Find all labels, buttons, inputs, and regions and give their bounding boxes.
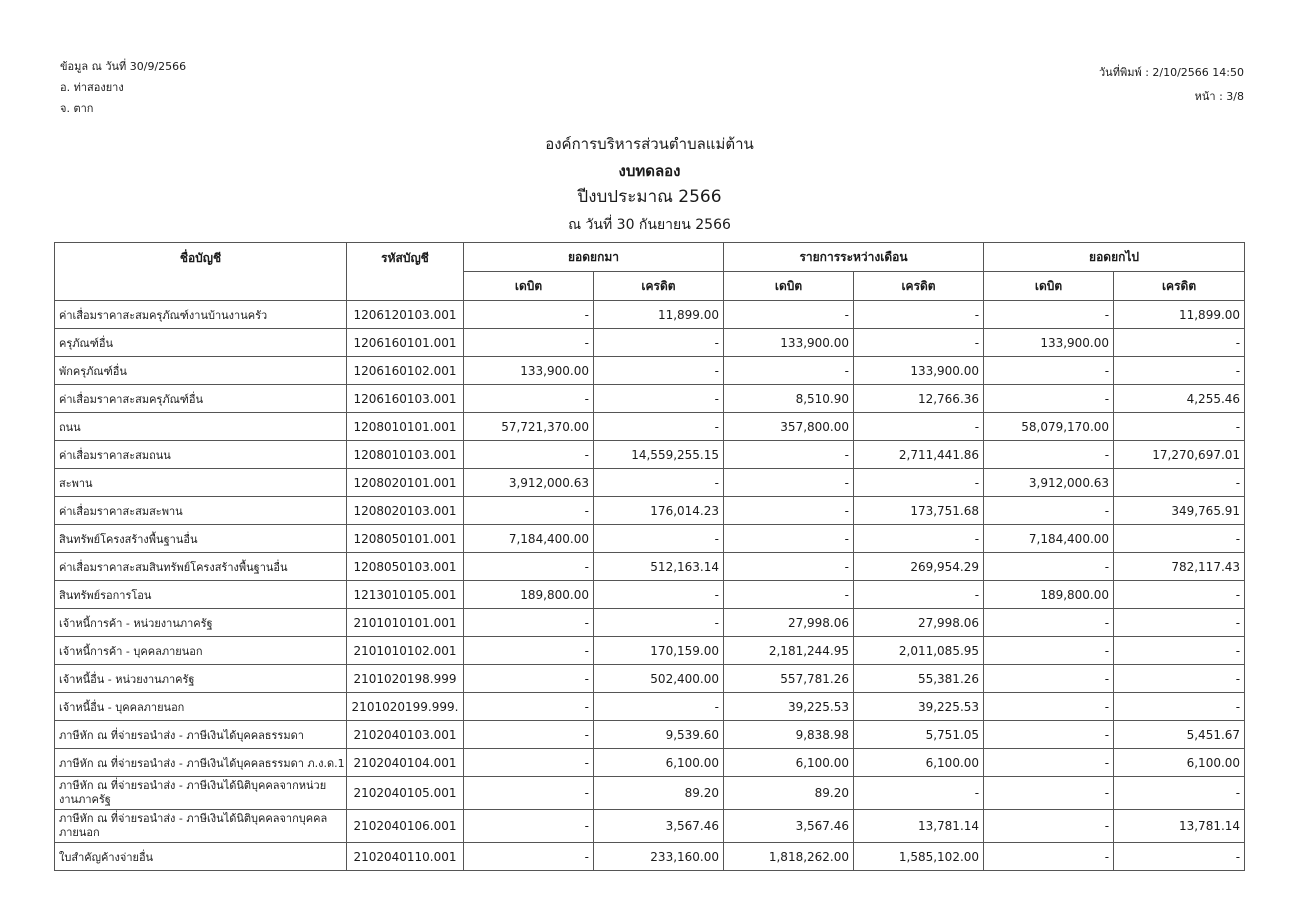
province: จ. ตาก xyxy=(60,102,94,115)
bf-credit-cell: 89.20 xyxy=(594,777,724,810)
account-code-cell: 2101010101.001 xyxy=(347,609,464,637)
account-name-cell: ใบสำคัญค้างจ่ายอื่น xyxy=(55,843,347,871)
account-code-cell: 2102040103.001 xyxy=(347,721,464,749)
print-date: วันที่พิมพ์ : 2/10/2566 14:50 xyxy=(1099,66,1244,79)
monthly-credit-cell: - xyxy=(854,777,984,810)
cf-debit-cell: - xyxy=(984,497,1114,525)
account-code-cell: 1206160101.001 xyxy=(347,329,464,357)
bf-credit-cell: - xyxy=(594,469,724,497)
monthly-credit-cell: 55,381.26 xyxy=(854,665,984,693)
bf-credit-cell: - xyxy=(594,357,724,385)
cf-credit-cell: - xyxy=(1114,637,1245,665)
account-code-cell: 1208020101.001 xyxy=(347,469,464,497)
monthly-debit-cell: 1,818,262.00 xyxy=(724,843,854,871)
bf-credit-cell: - xyxy=(594,693,724,721)
bf-debit-cell: 7,184,400.00 xyxy=(464,525,594,553)
account-name-cell: ภาษีหัก ณ ที่จ่ายรอนำส่ง - ภาษีเงินได้บุคคลธรรมดา xyxy=(55,721,347,749)
bf-credit-cell: - xyxy=(594,525,724,553)
account-name-cell: ครุภัณฑ์อื่น xyxy=(55,329,347,357)
account-code-cell: 1208050103.001 xyxy=(347,553,464,581)
report-title: งบทดลอง xyxy=(618,162,681,180)
cf-credit-cell: 13,781.14 xyxy=(1114,810,1245,843)
cf-debit-cell: - xyxy=(984,777,1114,810)
monthly-debit-cell: 3,567.46 xyxy=(724,810,854,843)
cf-debit-cell: - xyxy=(984,357,1114,385)
page-number: หน้า : 3/8 xyxy=(1194,90,1244,103)
bf-debit-cell: - xyxy=(464,693,594,721)
header-cf-debit: เดบิต xyxy=(984,272,1114,301)
table-row xyxy=(55,553,1245,581)
monthly-credit-cell: - xyxy=(854,329,984,357)
account-code-cell: 2101020199.999. xyxy=(347,693,464,721)
bf-debit-cell: - xyxy=(464,637,594,665)
account-code-cell: 1208010103.001 xyxy=(347,441,464,469)
report-meta-right xyxy=(1099,66,1244,114)
account-name-cell: ค่าเสื่อมราคาสะสมถนน xyxy=(55,441,347,469)
bf-credit-cell: 233,160.00 xyxy=(594,843,724,871)
district: อ. ท่าสองยาง xyxy=(60,81,124,94)
cf-credit-cell: - xyxy=(1114,665,1245,693)
table-row xyxy=(55,385,1245,413)
table-row xyxy=(55,810,1245,843)
fiscal-year: ปีงบประมาณ 2566 xyxy=(577,187,722,207)
monthly-debit-cell: 557,781.26 xyxy=(724,665,854,693)
bf-debit-cell: - xyxy=(464,777,594,810)
table-row xyxy=(55,413,1245,441)
bf-debit-cell: 133,900.00 xyxy=(464,357,594,385)
cf-credit-cell: 782,117.43 xyxy=(1114,553,1245,581)
account-name-cell: สะพาน xyxy=(55,469,347,497)
cf-credit-cell: 349,765.91 xyxy=(1114,497,1245,525)
account-code-cell: 1206160102.001 xyxy=(347,357,464,385)
table-row xyxy=(55,637,1245,665)
cf-credit-cell: - xyxy=(1114,357,1245,385)
report-meta-left xyxy=(60,60,186,123)
bf-credit-cell: - xyxy=(594,581,724,609)
bf-debit-cell: - xyxy=(464,441,594,469)
monthly-credit-cell: 133,900.00 xyxy=(854,357,984,385)
cf-debit-cell: - xyxy=(984,693,1114,721)
table-row xyxy=(55,469,1245,497)
table-row xyxy=(55,609,1245,637)
bf-debit-cell: - xyxy=(464,497,594,525)
cf-debit-cell: 58,079,170.00 xyxy=(984,413,1114,441)
account-name-cell: พักครุภัณฑ์อื่น xyxy=(55,357,347,385)
cf-credit-cell: - xyxy=(1114,693,1245,721)
cf-debit-cell: - xyxy=(984,553,1114,581)
bf-credit-cell: - xyxy=(594,329,724,357)
bf-credit-cell: 176,014.23 xyxy=(594,497,724,525)
cf-debit-cell: - xyxy=(984,301,1114,329)
cf-credit-cell: - xyxy=(1114,525,1245,553)
cf-debit-cell: 3,912,000.63 xyxy=(984,469,1114,497)
bf-credit-cell: 9,539.60 xyxy=(594,721,724,749)
account-name-cell: ค่าเสื่อมราคาสะสมครุภัณฑ์อื่น xyxy=(55,385,347,413)
bf-debit-cell: - xyxy=(464,843,594,871)
monthly-credit-cell: 5,751.05 xyxy=(854,721,984,749)
bf-debit-cell: - xyxy=(464,301,594,329)
header-carried-forward: ยอดยกไป xyxy=(984,243,1245,272)
cf-debit-cell: - xyxy=(984,385,1114,413)
bf-credit-cell: - xyxy=(594,413,724,441)
header-brought-forward: ยอดยกมา xyxy=(464,243,724,272)
account-code-cell: 1208050101.001 xyxy=(347,525,464,553)
monthly-credit-cell: - xyxy=(854,469,984,497)
account-name-cell: เจ้าหนี้การค้า - หน่วยงานภาครัฐ xyxy=(55,609,347,637)
bf-credit-cell: 11,899.00 xyxy=(594,301,724,329)
bf-credit-cell: - xyxy=(594,609,724,637)
monthly-credit-cell: 173,751.68 xyxy=(854,497,984,525)
monthly-credit-cell: 39,225.53 xyxy=(854,693,984,721)
account-name-cell: ถนน xyxy=(55,413,347,441)
bf-credit-cell: 502,400.00 xyxy=(594,665,724,693)
monthly-debit-cell: - xyxy=(724,301,854,329)
ledger-body xyxy=(55,301,1245,871)
cf-credit-cell: - xyxy=(1114,609,1245,637)
cf-debit-cell: 133,900.00 xyxy=(984,329,1114,357)
header-cf-credit: เครดิต xyxy=(1114,272,1245,301)
monthly-credit-cell: 1,585,102.00 xyxy=(854,843,984,871)
cf-debit-cell: 7,184,400.00 xyxy=(984,525,1114,553)
bf-debit-cell: - xyxy=(464,721,594,749)
account-code-cell: 2102040110.001 xyxy=(347,843,464,871)
monthly-debit-cell: 27,998.06 xyxy=(724,609,854,637)
table-row xyxy=(55,721,1245,749)
bf-credit-cell: 512,163.14 xyxy=(594,553,724,581)
header-monthly: รายการระหว่างเดือน xyxy=(724,243,984,272)
monthly-debit-cell: 133,900.00 xyxy=(724,329,854,357)
account-name-cell: สินทรัพย์โครงสร้างพื้นฐานอื่น xyxy=(55,525,347,553)
table-row xyxy=(55,777,1245,810)
account-code-cell: 2101020198.999 xyxy=(347,665,464,693)
header-account-name: ชื่อบัญชี xyxy=(55,243,347,301)
monthly-credit-cell: - xyxy=(854,581,984,609)
monthly-credit-cell: - xyxy=(854,525,984,553)
bf-credit-cell: - xyxy=(594,385,724,413)
monthly-debit-cell: - xyxy=(724,581,854,609)
bf-debit-cell: - xyxy=(464,609,594,637)
data-date: ข้อมูล ณ วันที่ 30/9/2566 xyxy=(60,60,187,73)
monthly-debit-cell: - xyxy=(724,469,854,497)
cf-credit-cell: - xyxy=(1114,581,1245,609)
account-code-cell: 2102040104.001 xyxy=(347,749,464,777)
bf-credit-cell: 6,100.00 xyxy=(594,749,724,777)
cf-credit-cell: 5,451.67 xyxy=(1114,721,1245,749)
account-code-cell: 1213010105.001 xyxy=(347,581,464,609)
bf-debit-cell: - xyxy=(464,553,594,581)
cf-debit-cell: - xyxy=(984,665,1114,693)
table-row xyxy=(55,357,1245,385)
table-row xyxy=(55,525,1245,553)
monthly-credit-cell: 6,100.00 xyxy=(854,749,984,777)
as-of-date: ณ วันที่ 30 กันยายน 2566 xyxy=(568,217,731,233)
monthly-debit-cell: - xyxy=(724,553,854,581)
monthly-debit-cell: 357,800.00 xyxy=(724,413,854,441)
header-monthly-credit: เครดิต xyxy=(854,272,984,301)
cf-debit-cell: - xyxy=(984,637,1114,665)
account-code-cell: 2102040106.001 xyxy=(347,810,464,843)
table-row xyxy=(55,749,1245,777)
report-titles xyxy=(0,133,1299,234)
account-name-cell: ค่าเสื่อมราคาสะสมสะพาน xyxy=(55,497,347,525)
cf-credit-cell: - xyxy=(1114,469,1245,497)
header-bf-debit: เดบิต xyxy=(464,272,594,301)
table-row xyxy=(55,441,1245,469)
account-name-cell: ค่าเสื่อมราคาสะสมครุภัณฑ์งานบ้านงานครัว xyxy=(55,301,347,329)
bf-debit-cell: 3,912,000.63 xyxy=(464,469,594,497)
cf-debit-cell: - xyxy=(984,810,1114,843)
account-name-cell: สินทรัพย์รอการโอน xyxy=(55,581,347,609)
monthly-debit-cell: 6,100.00 xyxy=(724,749,854,777)
cf-credit-cell: - xyxy=(1114,329,1245,357)
account-name-cell: เจ้าหนี้อื่น - หน่วยงานภาครัฐ xyxy=(55,665,347,693)
table-row xyxy=(55,329,1245,357)
account-code-cell: 1208010101.001 xyxy=(347,413,464,441)
bf-credit-cell: 170,159.00 xyxy=(594,637,724,665)
account-code-cell: 1208020103.001 xyxy=(347,497,464,525)
cf-credit-cell: - xyxy=(1114,413,1245,441)
bf-debit-cell: - xyxy=(464,665,594,693)
cf-credit-cell: - xyxy=(1114,777,1245,810)
account-name-cell: ภาษีหัก ณ ที่จ่ายรอนำส่ง - ภาษีเงินได้นิติบุคคลจากบุคคลภายนอก xyxy=(55,810,347,843)
monthly-credit-cell: 13,781.14 xyxy=(854,810,984,843)
account-name-cell: เจ้าหนี้อื่น - บุคคลภายนอก xyxy=(55,693,347,721)
cf-credit-cell: 6,100.00 xyxy=(1114,749,1245,777)
cf-credit-cell: - xyxy=(1114,843,1245,871)
cf-credit-cell: 4,255.46 xyxy=(1114,385,1245,413)
monthly-debit-cell: - xyxy=(724,441,854,469)
cf-credit-cell: 11,899.00 xyxy=(1114,301,1245,329)
cf-debit-cell: - xyxy=(984,609,1114,637)
monthly-credit-cell: - xyxy=(854,413,984,441)
cf-debit-cell: 189,800.00 xyxy=(984,581,1114,609)
account-code-cell: 2101010102.001 xyxy=(347,637,464,665)
header-account-code: รหัสบัญชี xyxy=(347,243,464,301)
cf-debit-cell: - xyxy=(984,721,1114,749)
monthly-debit-cell: 39,225.53 xyxy=(724,693,854,721)
table-row xyxy=(55,301,1245,329)
monthly-debit-cell: - xyxy=(724,357,854,385)
trial-balance-table xyxy=(54,242,1245,871)
account-code-cell: 2102040105.001 xyxy=(347,777,464,810)
bf-debit-cell: - xyxy=(464,810,594,843)
table-row xyxy=(55,497,1245,525)
monthly-credit-cell: - xyxy=(854,301,984,329)
header-monthly-debit: เดบิต xyxy=(724,272,854,301)
table-row xyxy=(55,581,1245,609)
account-name-cell: ภาษีหัก ณ ที่จ่ายรอนำส่ง - ภาษีเงินได้นิติบุคคลจากหน่วยงานภาครัฐ xyxy=(55,777,347,810)
account-name-cell: ภาษีหัก ณ ที่จ่ายรอนำส่ง - ภาษีเงินได้บุคคลธรรมดา ภ.ง.ด.1 xyxy=(55,749,347,777)
bf-debit-cell: 57,721,370.00 xyxy=(464,413,594,441)
account-name-cell: เจ้าหนี้การค้า - บุคคลภายนอก xyxy=(55,637,347,665)
monthly-debit-cell: 2,181,244.95 xyxy=(724,637,854,665)
monthly-credit-cell: 27,998.06 xyxy=(854,609,984,637)
monthly-debit-cell: 8,510.90 xyxy=(724,385,854,413)
cf-credit-cell: 17,270,697.01 xyxy=(1114,441,1245,469)
cf-debit-cell: - xyxy=(984,843,1114,871)
monthly-debit-cell: - xyxy=(724,497,854,525)
cf-debit-cell: - xyxy=(984,441,1114,469)
table-row xyxy=(55,665,1245,693)
account-name-cell: ค่าเสื่อมราคาสะสมสินทรัพย์โครงสร้างพื้นฐานอื่น xyxy=(55,553,347,581)
cf-debit-cell: - xyxy=(984,749,1114,777)
bf-debit-cell: 189,800.00 xyxy=(464,581,594,609)
bf-debit-cell: - xyxy=(464,329,594,357)
bf-credit-cell: 3,567.46 xyxy=(594,810,724,843)
bf-debit-cell: - xyxy=(464,749,594,777)
monthly-debit-cell: 89.20 xyxy=(724,777,854,810)
monthly-credit-cell: 269,954.29 xyxy=(854,553,984,581)
bf-debit-cell: - xyxy=(464,385,594,413)
monthly-debit-cell: 9,838.98 xyxy=(724,721,854,749)
account-code-cell: 1206160103.001 xyxy=(347,385,464,413)
organization-name: องค์การบริหารส่วนตำบลแม่ต้าน xyxy=(545,135,754,153)
table-row xyxy=(55,693,1245,721)
monthly-debit-cell: - xyxy=(724,525,854,553)
header-bf-credit: เครดิต xyxy=(594,272,724,301)
monthly-credit-cell: 12,766.36 xyxy=(854,385,984,413)
table-row xyxy=(55,843,1245,871)
monthly-credit-cell: 2,711,441.86 xyxy=(854,441,984,469)
account-code-cell: 1206120103.001 xyxy=(347,301,464,329)
monthly-credit-cell: 2,011,085.95 xyxy=(854,637,984,665)
bf-credit-cell: 14,559,255.15 xyxy=(594,441,724,469)
